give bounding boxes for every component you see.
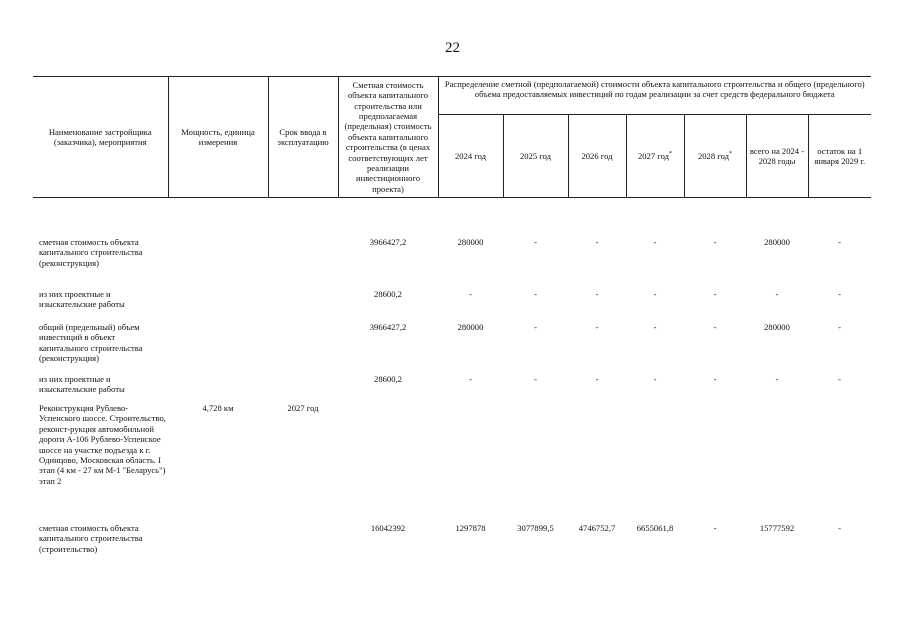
row-term	[268, 237, 338, 289]
row-total: 15777592	[759, 523, 795, 533]
header-2024-label: 2024 год	[454, 150, 487, 161]
header-2027	[626, 115, 684, 198]
row-2027: -	[653, 374, 657, 384]
row-cost	[338, 403, 438, 523]
row-2027: 6655061,8	[636, 523, 674, 533]
row-cost: 3966427,2	[369, 322, 407, 332]
row-remainder	[808, 403, 871, 523]
row-remainder: -	[838, 523, 841, 533]
row-total: -	[775, 374, 779, 384]
header-total: всего на 2024 - 2028 годы	[746, 115, 808, 198]
header-2026-label: 2026 год	[581, 150, 613, 161]
header-remainder: остаток на 1 января 2029 г.	[808, 115, 871, 198]
table-header	[33, 76, 871, 198]
header-2028-label: 2028 год	[697, 150, 730, 161]
row-cost: 3966427,2	[369, 237, 407, 247]
row-remainder: -	[838, 289, 841, 299]
table-row	[33, 289, 871, 322]
row-2026: -	[595, 322, 599, 332]
row-capacity	[168, 237, 268, 289]
row-total	[746, 403, 808, 523]
row-2024	[438, 403, 503, 523]
header-2024	[438, 115, 503, 198]
row-name: Реконструкция Рублево-Успенского шоссе. Строительство, реконст-рукция автомобильной дороги А-106 Рублево-Успенское шоссе на участке подъезда к г. Одинцово, Московская область. I этап (4 км - 27 км М-1 "Беларусь") этап 2	[39, 403, 166, 486]
row-remainder: -	[838, 374, 841, 384]
row-capacity	[168, 322, 268, 374]
page-number: 22	[445, 40, 460, 56]
row-term: 2027 год	[287, 403, 319, 413]
header-capacity: Мощность, единица измерения	[168, 77, 268, 198]
header-cost: Сметная стоимость объекта капитального строительства или предполагаемая (предельная) стоимость объекта капитального строительства (в ценах соответствующих лет реализации инвестиционного проекта)	[338, 77, 438, 198]
row-name: из них проектные и изыскательские работы	[39, 374, 125, 395]
row-2025: -	[534, 374, 537, 384]
row-capacity: 4,728 км	[202, 403, 234, 413]
footnote-star: *	[669, 150, 673, 157]
row-2024: -	[469, 374, 472, 384]
row-name: сметная стоимость объекта капитального строительства (реконструкция)	[39, 237, 143, 268]
row-cost: 28600,2	[374, 289, 402, 299]
row-total: 280000	[764, 322, 790, 332]
header-2026	[568, 115, 626, 198]
table-body	[33, 237, 871, 563]
row-cost: 28600,2	[374, 374, 402, 384]
row-capacity	[168, 374, 268, 403]
table-row	[33, 374, 871, 403]
table-row	[33, 322, 871, 374]
row-term	[268, 374, 338, 403]
row-2026: -	[595, 374, 599, 384]
row-remainder: -	[838, 322, 841, 332]
row-2025: -	[534, 237, 537, 247]
row-capacity	[168, 289, 268, 322]
row-name: сметная стоимость объекта капитального строительства (строительство)	[39, 523, 143, 554]
row-2024: 1297878	[455, 523, 486, 533]
row-name: из них проектные и изыскательские работы	[39, 289, 125, 310]
row-2024: -	[469, 289, 472, 299]
row-2028: -	[713, 289, 717, 299]
row-name: общий (предельный) объем инвестиций в объект капитального строительства (реконструкция)	[39, 322, 143, 364]
table-row	[33, 523, 871, 563]
table-row	[33, 237, 871, 289]
row-term	[268, 289, 338, 322]
header-group-title: Распределение сметной (предполагаемой) стоимости объекта капитального строительства и общего (предельного) объема предоставляемых инвестиций по годам реализации за счет средств федерального бюджета	[438, 77, 871, 115]
row-2028: -	[713, 237, 717, 247]
row-2028	[684, 403, 746, 523]
row-2028: -	[713, 322, 717, 332]
row-capacity	[168, 523, 268, 563]
row-cost: 16042392	[370, 523, 406, 533]
header-name: Наименование застройщика (заказчика), мероприятия	[33, 77, 168, 198]
row-2027: -	[653, 237, 657, 247]
row-2026	[568, 403, 626, 523]
row-2024: 280000	[457, 322, 484, 332]
row-total: 280000	[764, 237, 790, 247]
header-term: Срок ввода в эксплуатацию	[268, 77, 338, 198]
row-total: -	[775, 289, 779, 299]
row-2024: 280000	[457, 237, 484, 247]
row-2025: -	[534, 322, 537, 332]
row-2025: 3077899,5	[517, 523, 554, 533]
row-2026: 4746752,7	[578, 523, 616, 533]
row-2027	[626, 403, 684, 523]
row-2025	[503, 403, 568, 523]
row-2028: -	[713, 374, 717, 384]
row-2027: -	[653, 322, 657, 332]
header-2027-label: 2027 год	[637, 150, 670, 161]
row-2028: -	[713, 523, 717, 533]
table-row	[33, 403, 871, 523]
row-remainder: -	[838, 237, 841, 247]
row-2026: -	[595, 237, 599, 247]
row-2026: -	[595, 289, 599, 299]
row-term	[268, 523, 338, 563]
row-2025: -	[534, 289, 537, 299]
footnote-star: *	[729, 150, 733, 157]
header-2028	[684, 115, 746, 198]
row-term	[268, 322, 338, 374]
header-2025	[503, 115, 568, 198]
row-2027: -	[653, 289, 657, 299]
header-2025-label: 2025 год	[519, 150, 552, 161]
